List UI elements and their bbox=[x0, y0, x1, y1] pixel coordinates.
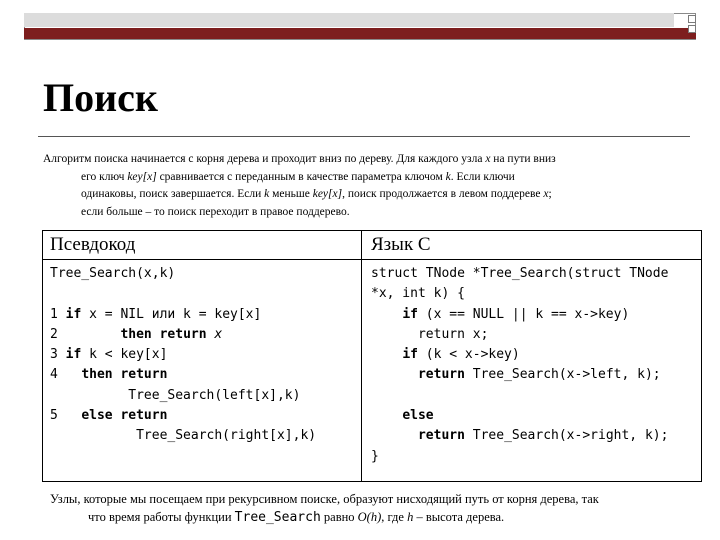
footer-line: Узлы, которые мы посещаем при рекурсивном поиске, образуют нисходящий путь от корня дерева, так bbox=[50, 492, 599, 506]
table-column-divider bbox=[361, 230, 362, 482]
code-line: 4 then return bbox=[50, 367, 168, 383]
code-line: if (k < x->key) bbox=[402, 347, 520, 363]
header-grey-band bbox=[24, 13, 674, 27]
code-line: } bbox=[371, 448, 379, 464]
code-line: 1 if x = NIL или k = key[x] bbox=[50, 306, 262, 322]
title-rule bbox=[38, 136, 690, 137]
table-header-divider bbox=[42, 259, 702, 260]
slide-title: Поиск bbox=[43, 75, 158, 120]
c-code-block bbox=[371, 264, 668, 467]
code-line: return Tree_Search(x->right, k); bbox=[417, 428, 669, 444]
intro-paragraph bbox=[43, 151, 693, 221]
intro-line: если больше – то поиск переходит в правое поддерево. bbox=[81, 205, 350, 218]
code-line: 5 else return bbox=[50, 408, 168, 424]
header-red-band bbox=[24, 28, 696, 39]
intro-line: одинаковы, поиск завершается. Если k меньше key[x], поиск продолжается в левом поддереве x; bbox=[81, 188, 552, 200]
code-line: *x, int k) { bbox=[371, 286, 465, 302]
code-line: return Tree_Search(x->left, k); bbox=[417, 367, 661, 383]
code-line: return x; bbox=[371, 326, 489, 342]
intro-line: его ключ key[x] сравнивается с переданным в качестве параметра ключом k. Если ключи bbox=[81, 170, 515, 183]
code-line: else bbox=[402, 408, 434, 424]
code-line: Tree_Search(left[x],k) bbox=[50, 387, 301, 403]
pseudocode-block bbox=[50, 264, 316, 447]
intro-line: Алгоритм поиска начинается с корня дерева и проходит вниз по дереву. Для каждого узла x на пути вниз bbox=[43, 153, 556, 165]
footer-line: что время работы функции Tree_Search равно O(h), где h – высота дерева. bbox=[88, 510, 505, 525]
corner-square-icon bbox=[688, 25, 696, 33]
code-line: struct TNode *Tree_Search(struct TNode bbox=[371, 266, 669, 281]
code-line: 2 then return x bbox=[50, 326, 223, 342]
footer-paragraph bbox=[50, 490, 710, 527]
corner-square-icon bbox=[688, 15, 696, 23]
code-line: if (x == NULL || k == x->key) bbox=[402, 306, 630, 322]
code-line: 3 if k < key[x] bbox=[50, 347, 168, 363]
c-language-header: Язык С bbox=[371, 234, 431, 255]
code-line: Tree_Search(x,k) bbox=[50, 266, 176, 281]
code-line: Tree_Search(right[x],k) bbox=[50, 428, 317, 444]
pseudocode-header: Псевдокод bbox=[50, 234, 136, 255]
